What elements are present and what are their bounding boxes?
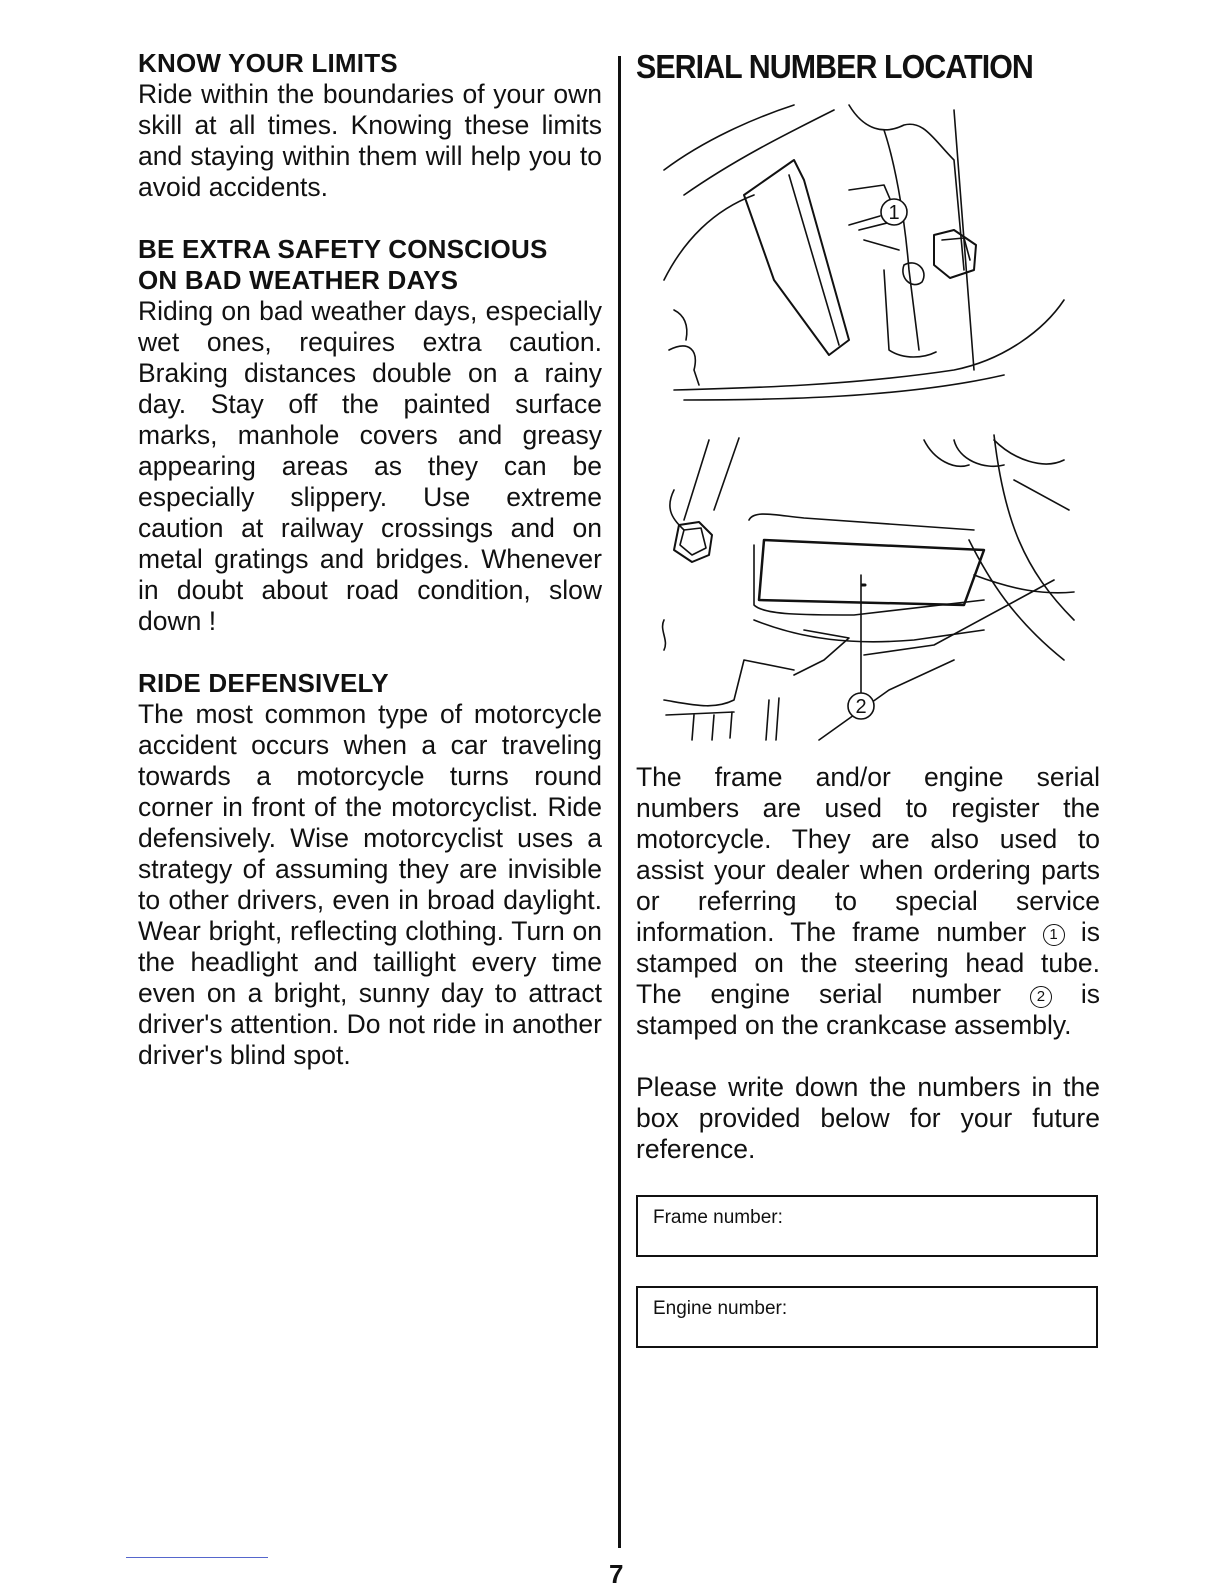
bad-weather-section	[138, 234, 602, 637]
column-divider	[618, 56, 621, 1548]
frame-number-box[interactable]	[636, 1195, 1098, 1257]
heading-ride-defensively: RIDE DEFENSIVELY	[138, 668, 389, 698]
serial-number-illustration	[654, 100, 1084, 750]
know-your-limits-text: Ride within the boundaries of your own skill at all times. Knowing these limits and staying within them will help you to avoid accidents.	[138, 79, 602, 202]
frame-number-label: Frame number:	[653, 1207, 783, 1228]
callout-1-inline: 1	[1043, 924, 1065, 946]
heading-know-your-limits: KNOW YOUR LIMITS	[138, 48, 398, 78]
heading-bad-weather-line2: ON BAD WEATHER DAYS	[138, 265, 459, 295]
crankcase-drawing	[663, 435, 1074, 740]
para1-part-b: is stamped on the steering head tube. The engine serial number	[636, 917, 1100, 1009]
callout-1-number: 1	[888, 202, 900, 224]
engine-number-label: Engine number:	[653, 1298, 788, 1319]
heading-serial-number-location: SERIAL NUMBER LOCATION	[636, 48, 1033, 85]
bad-weather-text: Riding on bad weather days, especially wet ones, requires extra caution. Braking distances double on a rainy day. Stay off the painted surface marks, manhole covers and greasy appearing areas as they can be especially slippery. Use extreme caution at railway crossings and on metal gratings and bridges. Whenever in doubt about road condition, slow down !	[138, 296, 602, 636]
left-column	[138, 48, 602, 1071]
page-number: 7	[609, 1559, 624, 1589]
callout-2-inline: 2	[1030, 986, 1052, 1008]
serial-number-text	[636, 762, 1100, 1165]
para1-part-a: The frame and/or engine serial numbers are used to register the motorcycle. They are also used to assist your dealer when ordering parts or referring to special service information. The frame number	[636, 762, 1100, 947]
serial-number-paragraph	[636, 762, 1100, 1041]
steering-head-drawing	[664, 105, 1064, 400]
para1-part-c: is stamped on the crankcase assembly.	[636, 979, 1100, 1040]
heading-bad-weather-line1: BE EXTRA SAFETY CONSCIOUS	[138, 234, 548, 264]
engine-number-box[interactable]	[636, 1286, 1098, 1348]
right-column-header	[636, 48, 1100, 86]
footer-line	[126, 1557, 268, 1558]
ride-defensively-section	[138, 668, 602, 1071]
callout-2-number: 2	[855, 696, 867, 718]
ride-defensively-text: The most common type of motorcycle accident occurs when a car traveling towards a motorcycle turns round corner in front of the motorcyclist. Ride defensively. Wise motorcyclist uses a strategy of assuming they are invisible to other drivers, even in broad daylight. Wear bright, reflecting clothing. Turn on the headlight and taillight every time even on a bright, sunny day to attract driver's attention. Do not ride in another driver's blind spot.	[138, 699, 602, 1070]
write-down-paragraph: Please write down the numbers in the box provided below for your future reference.	[636, 1072, 1100, 1164]
